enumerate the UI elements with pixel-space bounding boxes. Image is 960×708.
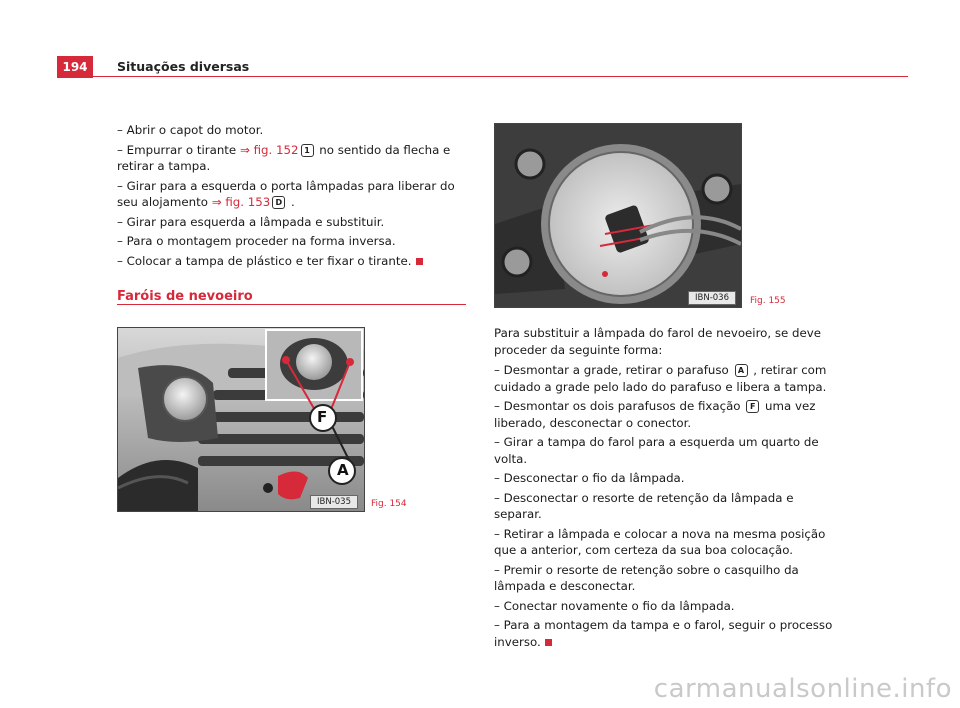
step-turn-cap: – Girar a tampa do farol para a esquerda um quarto de volta. (494, 435, 819, 466)
fig154-caption: Fig. 154 (371, 499, 407, 509)
step-reassembly: – Para a montagem da tampa e o farol, seguir o processo inverso. (494, 618, 833, 649)
end-marker (545, 639, 552, 646)
step-fit-cap: – Colocar a tampa de plástico e ter fixar o tirante. (117, 253, 467, 270)
step-push-rod: – Empurrar o tirante ⇒ fig. 152 1 no sentido da flecha e retirar a tampa. (117, 142, 451, 173)
intro-paragraph: Para substituir a lâmpada do farol de nevoeiro, se deve proceder da seguinte forma: (494, 326, 822, 357)
fig155-image (494, 123, 742, 308)
chapter-title: Situações diversas (117, 59, 250, 74)
step-open-hood: – Abrir o capot do motor. (117, 123, 264, 137)
fig-ref-link[interactable]: ⇒ fig. 153 (211, 195, 271, 209)
step-press-spring: – Premir o resorte de retenção sobre o casquilho da lâmpada e desconectar. (494, 562, 799, 593)
step-replace-bulb: – Girar para esquerda a lâmpada e substituir. (117, 214, 385, 229)
header-divider (93, 76, 908, 77)
step-release-spring: – Desconectar o resorte de retenção da lâmpada e separar. (494, 490, 794, 521)
step-remove-screws: – Desmontar os dois parafusos de fixação F uma vez liberado, desconectar o conector. (494, 399, 816, 430)
step-reassemble: – Para o montagem proceder na forma inversa. (117, 234, 396, 248)
callout-badge: F (746, 400, 759, 413)
fig155-caption: Fig. 155 (750, 296, 786, 306)
step-turn-holder: – Girar para a esquerda o porta lâmpadas para liberar do seu alojamento ⇒ fig. 153 D . (117, 178, 455, 209)
end-marker (416, 258, 423, 265)
step-replace-bulb: – Retirar a lâmpada e colocar a nova na mesma posição que a anterior, com certeza da sua boa colocação. (494, 526, 826, 557)
left-instructions (117, 122, 467, 272)
fig154-label-a: A (337, 461, 349, 479)
fog-lamp-rear-illustration (495, 124, 741, 307)
step-disconnect-wire: – Desconectar o fio da lâmpada. (494, 471, 685, 485)
section-divider (117, 304, 466, 305)
callout-badge: A (735, 364, 748, 377)
watermark: carmanualsonline.info (653, 674, 952, 704)
fig154-image (117, 327, 365, 512)
step-reconnect-wire: – Conectar novamente o fio da lâmpada. (494, 598, 735, 613)
callout-badge: D (272, 196, 285, 209)
right-instructions (494, 325, 844, 653)
fig154-label-f: F (317, 408, 328, 426)
image-code: IBN-035 (310, 495, 358, 509)
image-code: IBN-036 (688, 291, 736, 305)
page-number: 194 (57, 56, 93, 78)
callout-badge: 1 (301, 144, 314, 157)
fig-ref-link[interactable]: ⇒ fig. 152 (239, 142, 299, 157)
section-title: Faróis de nevoeiro (117, 289, 253, 304)
step-remove-grille: – Desmontar a grade, retirar o parafuso A , retirar com cuidado a grade pelo lado do parafuso e libera a tampa. (494, 363, 827, 394)
